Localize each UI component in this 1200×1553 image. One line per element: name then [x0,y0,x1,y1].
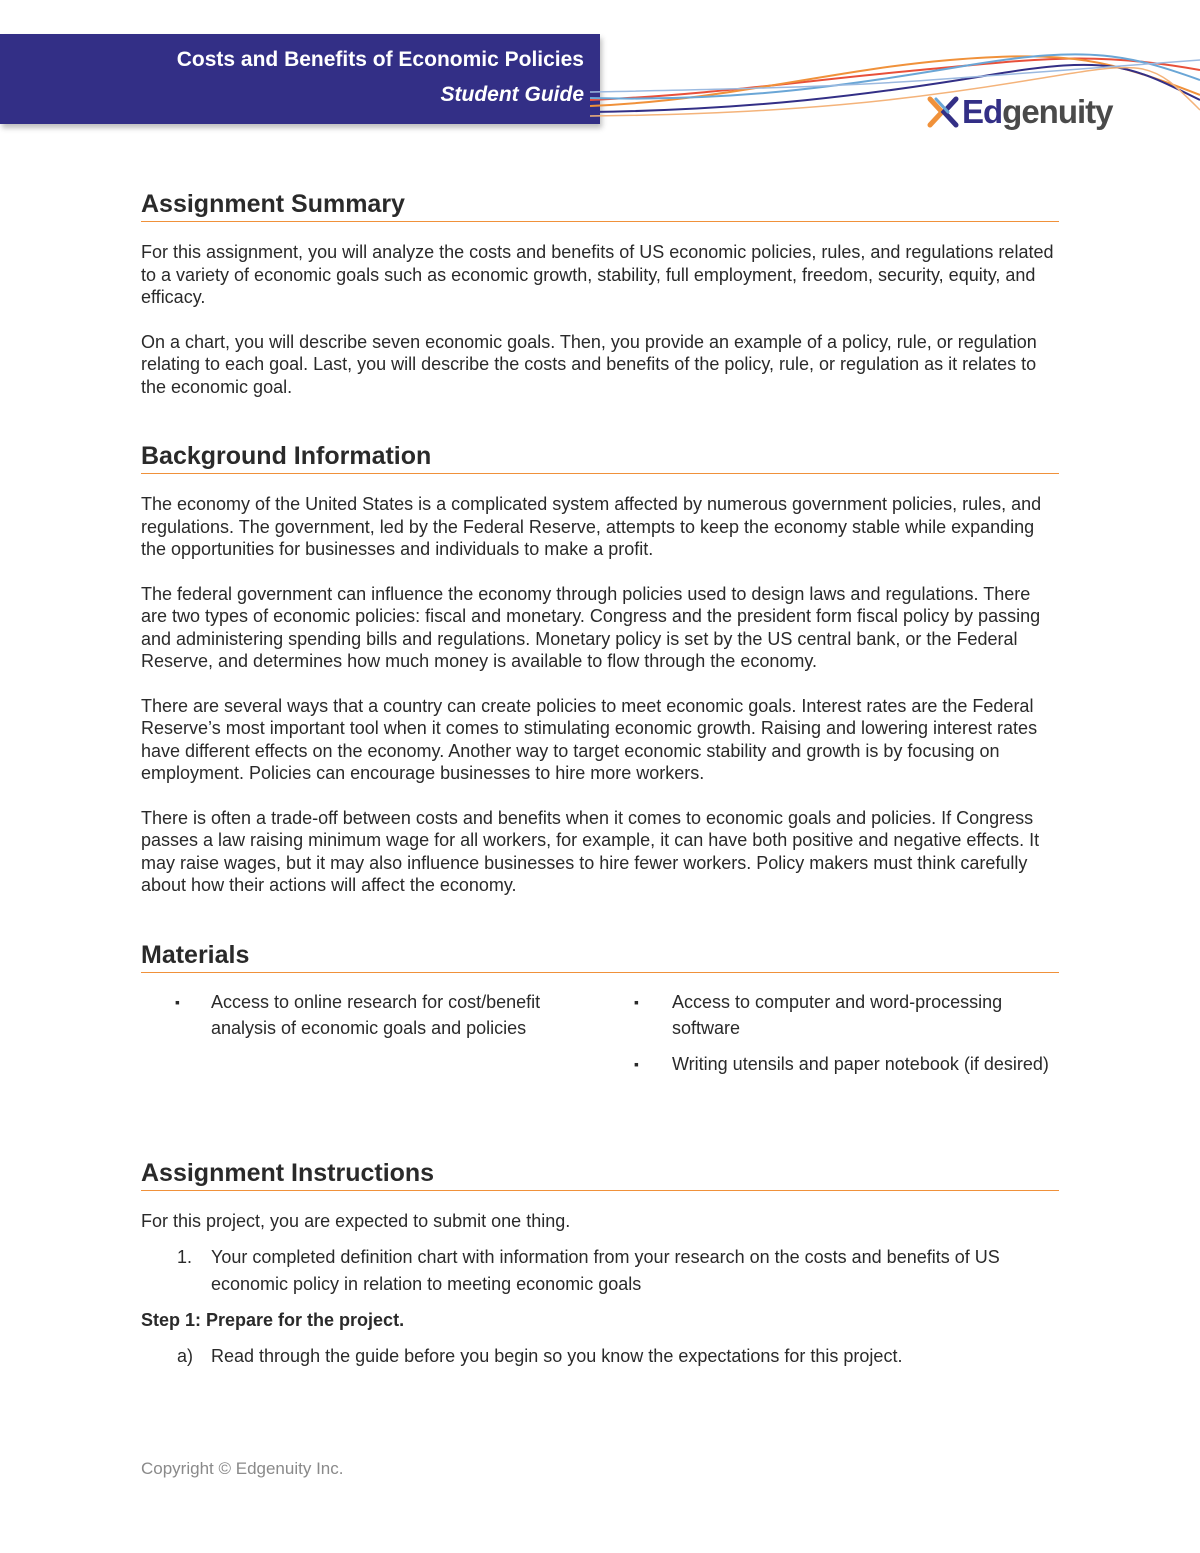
item-marker: 1. [177,1247,193,1267]
item-text: Your completed definition chart with information from your research on the costs and benefits of US economic policy in relation to meeting economic goals [211,1247,1000,1294]
instructions-intro: For this project, you are expected to submit one thing. [141,1210,571,1231]
header-band [0,34,600,124]
materials-column-right [600,989,1059,1087]
numbered-item [141,1244,1059,1298]
logo-text-ed: Ed [962,93,1003,130]
background-paragraph: The economy of the United States is a complicated system affected by numerous government policies, rules, and regulations. The government, led by the Federal Reserve, attempts to keep the economy stable while expanding the opportunities for businesses and individuals to make a profit. [141,494,1042,559]
step-title: Step 1: Prepare for the project. [141,1310,405,1330]
edgenuity-x-icon [926,95,960,129]
item-marker: a) [177,1346,194,1366]
materials-column-left [141,989,600,1087]
section-heading-summary: Assignment Summary [141,190,1059,222]
list-item: ▪ Writing utensils and paper notebook (if desired) [600,1051,1059,1077]
section-heading-materials: Materials [141,941,1059,973]
logo-text-genuity: genuity [1002,93,1113,130]
summary-paragraph: On a chart, you will describe seven economic goals. Then, you provide an example of a policy, rule, or regulation relating to each goal. Last, you will describe the costs and benefits of the policy, rule, or regulation as it relates to the economic goal. [141,331,1037,397]
item-text: Read through the guide before you begin so you know the expectations for this project. [211,1346,903,1366]
background-paragraph: The federal government can influence the economy through policies used to design laws and regulations. There are two types of economic policies: fiscal and monetary. Congress and the president form fiscal policy by passing and administering spending bills and regulations. Monetary policy is set by the US central bank, or the Federal Reserve, and determines how much money is available to flow through the economy. [141,583,1041,671]
section-heading-instructions: Assignment Instructions [141,1159,1059,1191]
background-paragraph: There is often a trade-off between costs and benefits when it comes to economic goals and policies. If Congress passes a law raising minimum wage for all workers, for example, it can have both positive and negative effects. It may raise wages, but it may also influence businesses to hire fewer workers. Policy makers must think carefully about how their actions will affect the economy. [141,807,1040,895]
step-item [141,1343,1059,1370]
section-heading-background: Background Information [141,442,1059,474]
list-item: ▪ Access to computer and word-processing software [600,989,1059,1041]
summary-paragraph: For this assignment, you will analyze the costs and benefits of US economic policies, rules, and regulations related to a variety of economic goals such as economic growth, stability, full employment, freedom, security, equity, and efficacy. [141,242,1054,307]
document-body [141,190,1059,1370]
document-subtitle: Student Guide [440,83,584,106]
edgenuity-logo [926,92,1113,132]
background-paragraph: There are several ways that a country can create policies to meet economic goals. Interest rates are the Federal Reserve’s most important tool when it comes to stimulating economic growth. Raising and lowering interest rates have different effects on the economy. Another way to target economic stability and growth is by focusing on employment. Policies can encourage businesses to hire more workers. [141,695,1038,783]
materials-list [141,989,1059,1087]
copyright-footer: Copyright © Edgenuity Inc. [141,1459,344,1478]
list-item: ▪ Access to online research for cost/benefit analysis of economic goals and policies [141,989,600,1041]
document-title: Costs and Benefits of Economic Policies [176,48,584,71]
